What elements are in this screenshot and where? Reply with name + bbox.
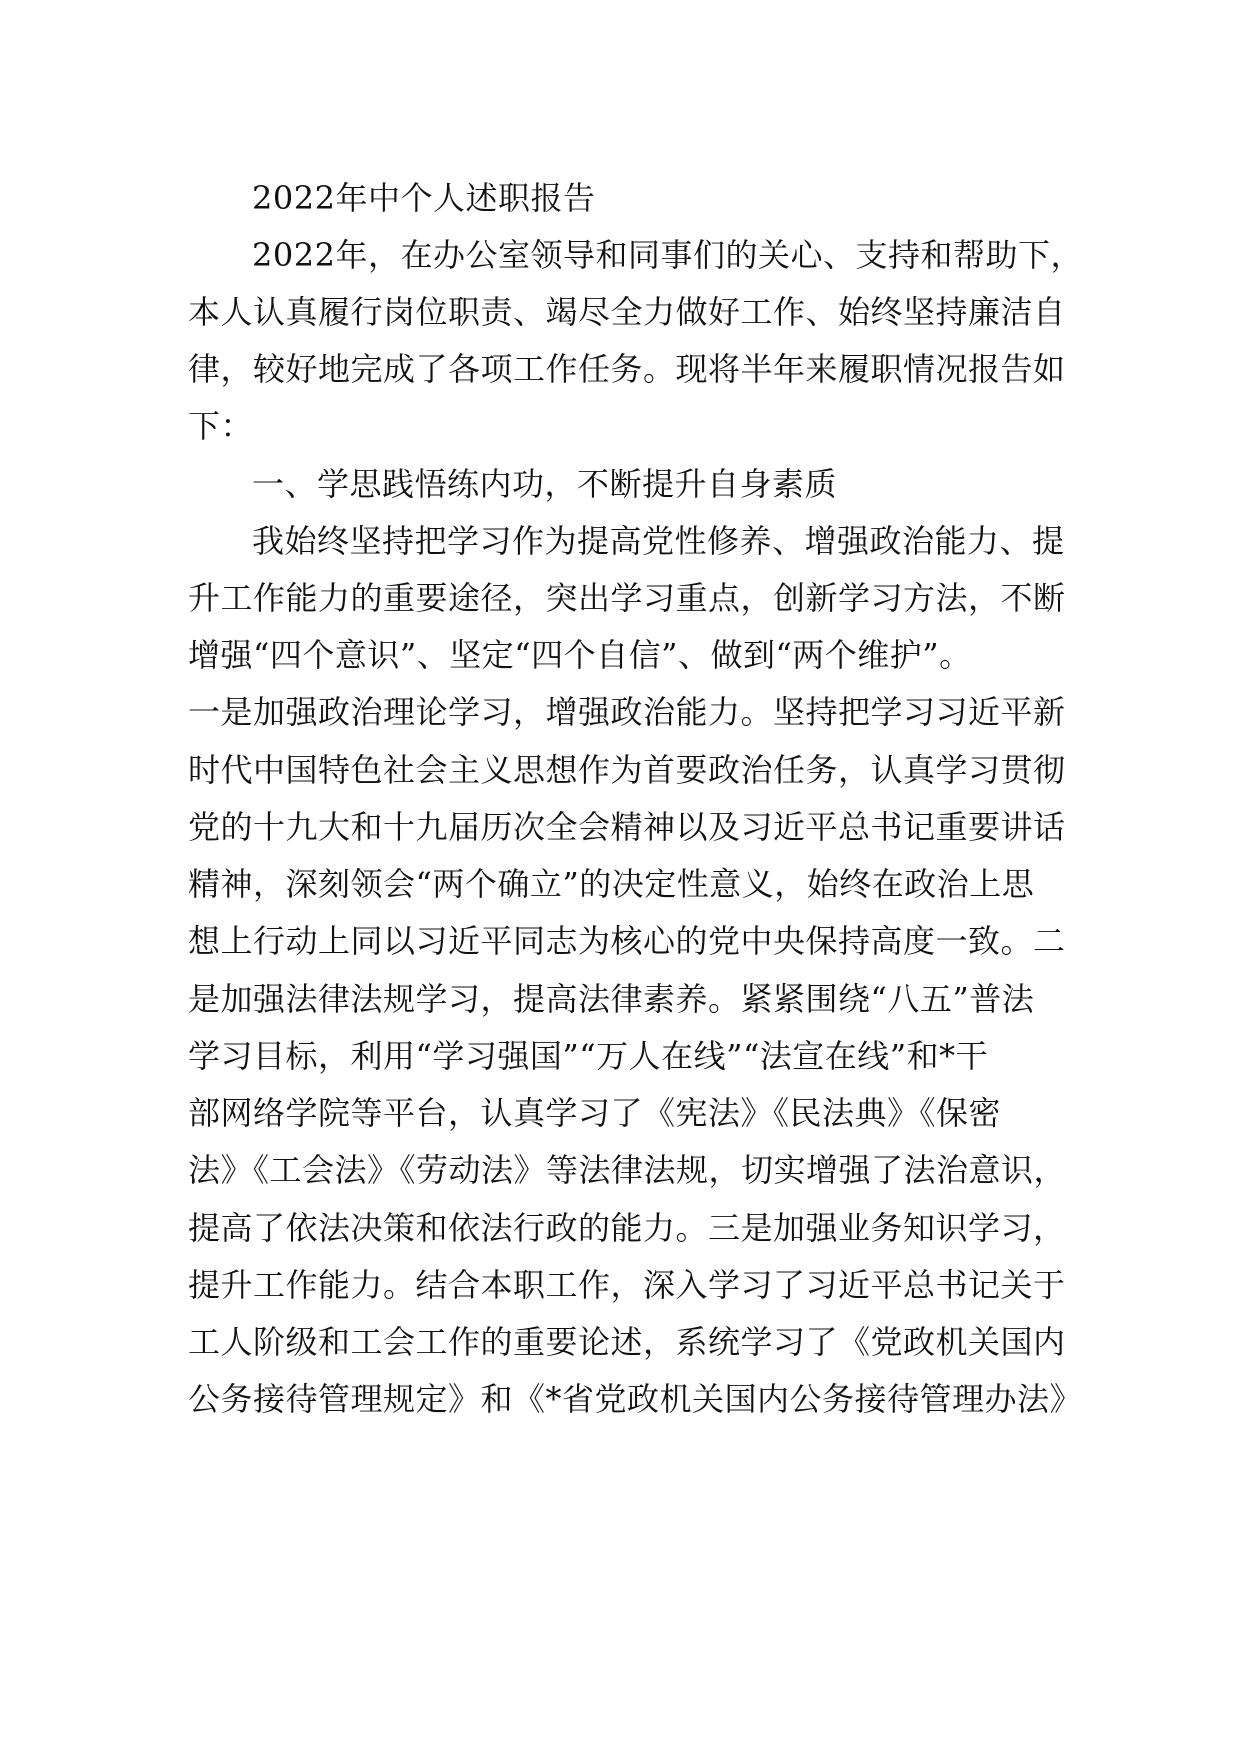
paragraph-line: 我始终坚持把学习作为提高党性修养、增强政治能力、提 [252, 522, 1065, 560]
paragraph-line: 公务接待管理规定》和《*省党政机关国内公务接待管理办法》 [188, 1380, 1083, 1418]
paragraph-line: 部网络学院等平台，认真学习了《宪法》《民法典》《保密 [188, 1094, 1002, 1132]
paragraph-line: 法》《工会法》《劳动法》等法律法规，切实增强了法治意识， [188, 1151, 1067, 1189]
paragraph-line: 精神，深刻领会“两个确立”的决定性意义，始终在政治上思 [188, 865, 1035, 903]
document-title: 2022年中个人述职报告 [252, 179, 596, 217]
paragraph-line: 本人认真履行岗位职责、竭尽全力做好工作、始终坚持廉洁自 [188, 293, 1066, 331]
paragraph-line: 是加强法律法规学习，提高法律素养。紧紧围绕“八五”普法 [188, 980, 1035, 1018]
paragraph-line: 想上行动上同以习近平同志为核心的党中央保持高度一致。二 [188, 922, 1066, 960]
paragraph-line: 下： [188, 407, 254, 445]
section-heading: 一、学思践悟练内功，不断提升自身素质 [252, 465, 838, 503]
paragraph-line: 党的十九大和十九届历次全会精神以及习近平总书记重要讲话 [188, 808, 1066, 846]
paragraph-line: 工人阶级和工会工作的重要论述，系统学习了《党政机关国内 [188, 1323, 1066, 1361]
paragraph-line: 律，较好地完成了各项工作任务。现将半年来履职情况报告如 [188, 350, 1066, 388]
paragraph-line: 提升工作能力。结合本职工作，深入学习了习近平总书记关于 [188, 1266, 1066, 1304]
paragraph-line: 学习目标，利用“学习强国”“万人在线”“法宣在线”和*干 [188, 1037, 989, 1075]
paragraph-line: 升工作能力的重要途径，突出学习重点，创新学习方法，不断 [188, 579, 1066, 617]
paragraph-line: 提高了依法决策和依法行政的能力。三是加强业务知识学习， [188, 1209, 1066, 1247]
paragraph-line: 2022年，在办公室领导和同事们的关心、支持和帮助下， [252, 236, 1083, 274]
paragraph-line: 时代中国特色社会主义思想作为首要政治任务，认真学习贯彻 [188, 751, 1066, 789]
paragraph-line: 增强“四个意识”、坚定“四个自信”、做到“两个维护”。 [188, 636, 972, 674]
paragraph-line: 一是加强政治理论学习，增强政治能力。坚持把学习习近平新 [188, 693, 1066, 731]
